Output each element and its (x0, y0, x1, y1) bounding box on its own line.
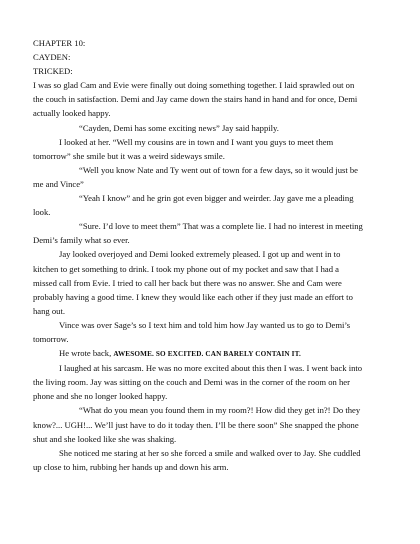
paragraph-6: “Sure. I’d love to meet them” That was a complete lie. I had no interest in meeting Demi’s family what so ever. (33, 221, 363, 246)
paragraph-1: I was so glad Cam and Evie were finally out doing something together. I laid sprawled out on the couch in satisfaction. Demi and Jay came down the stairs hand in hand and for once, Demi actually looked happy. (33, 80, 358, 119)
paragraph-4: “Well you know Nate and Ty went out of town for a few days, so it would just be me and Vince” (33, 164, 358, 189)
paragraph-3: I looked at her. “Well my cousins are in town and I want you guys to meet them tomorrow” she smile but it was a weird sideways smile. (33, 136, 334, 161)
paragraph-9: I laughed at his sarcasm. He was no more excited about this then I was. I went back into the living room. Jay was sitting on the couch and Demi was in the corner of the room on her phone and she no longer looked happy. (33, 363, 363, 402)
paragraph-11: She noticed me staring at her so she forced a smile and walked over to Jay. She cuddled up close to him, rubbing her hands up and down his arm. (33, 447, 361, 472)
paragraph-reply (33, 346, 363, 361)
chapter-title: TRICKED: (33, 66, 73, 77)
reply-intro: He wrote back, (59, 348, 112, 359)
paragraph-2: “Cayden, Demi has some exciting news” Jay said happily. (79, 122, 279, 133)
paragraph-10: “What do you mean you found them in my room?! How did they get in?! Do they know?... UGH!... We’ll just have to do it today then. I’ll be there soon” She snapped the phone shut and she looked like she was shaking. (33, 405, 361, 444)
text-message-reply: AWESOME. SO EXCITED. CAN BARELY CONTAIN IT. (113, 350, 301, 359)
paragraph-7: Jay looked overjoyed and Demi looked extremely pleased. I got up and went in to kitchen to get something to drink. I took my phone out of my pocket and saw that I had a missed call from Evie. I tried to call her back but there was no answer. She and Cam were probably having a good time. I knew they would like each other if they just made an effort to hang out. (33, 249, 353, 316)
paragraph-5: “Yeah I know” and he grin got even bigger and weirder. Jay gave me a pleading look. (33, 193, 354, 218)
narrator-heading: CAYDEN: (33, 52, 71, 63)
chapter-number: CHAPTER 10: (33, 38, 86, 48)
paragraph-8: Vince was over Sage’s so I text him and told him how Jay wanted us to go to Demi’s tomorrow. (33, 319, 351, 344)
